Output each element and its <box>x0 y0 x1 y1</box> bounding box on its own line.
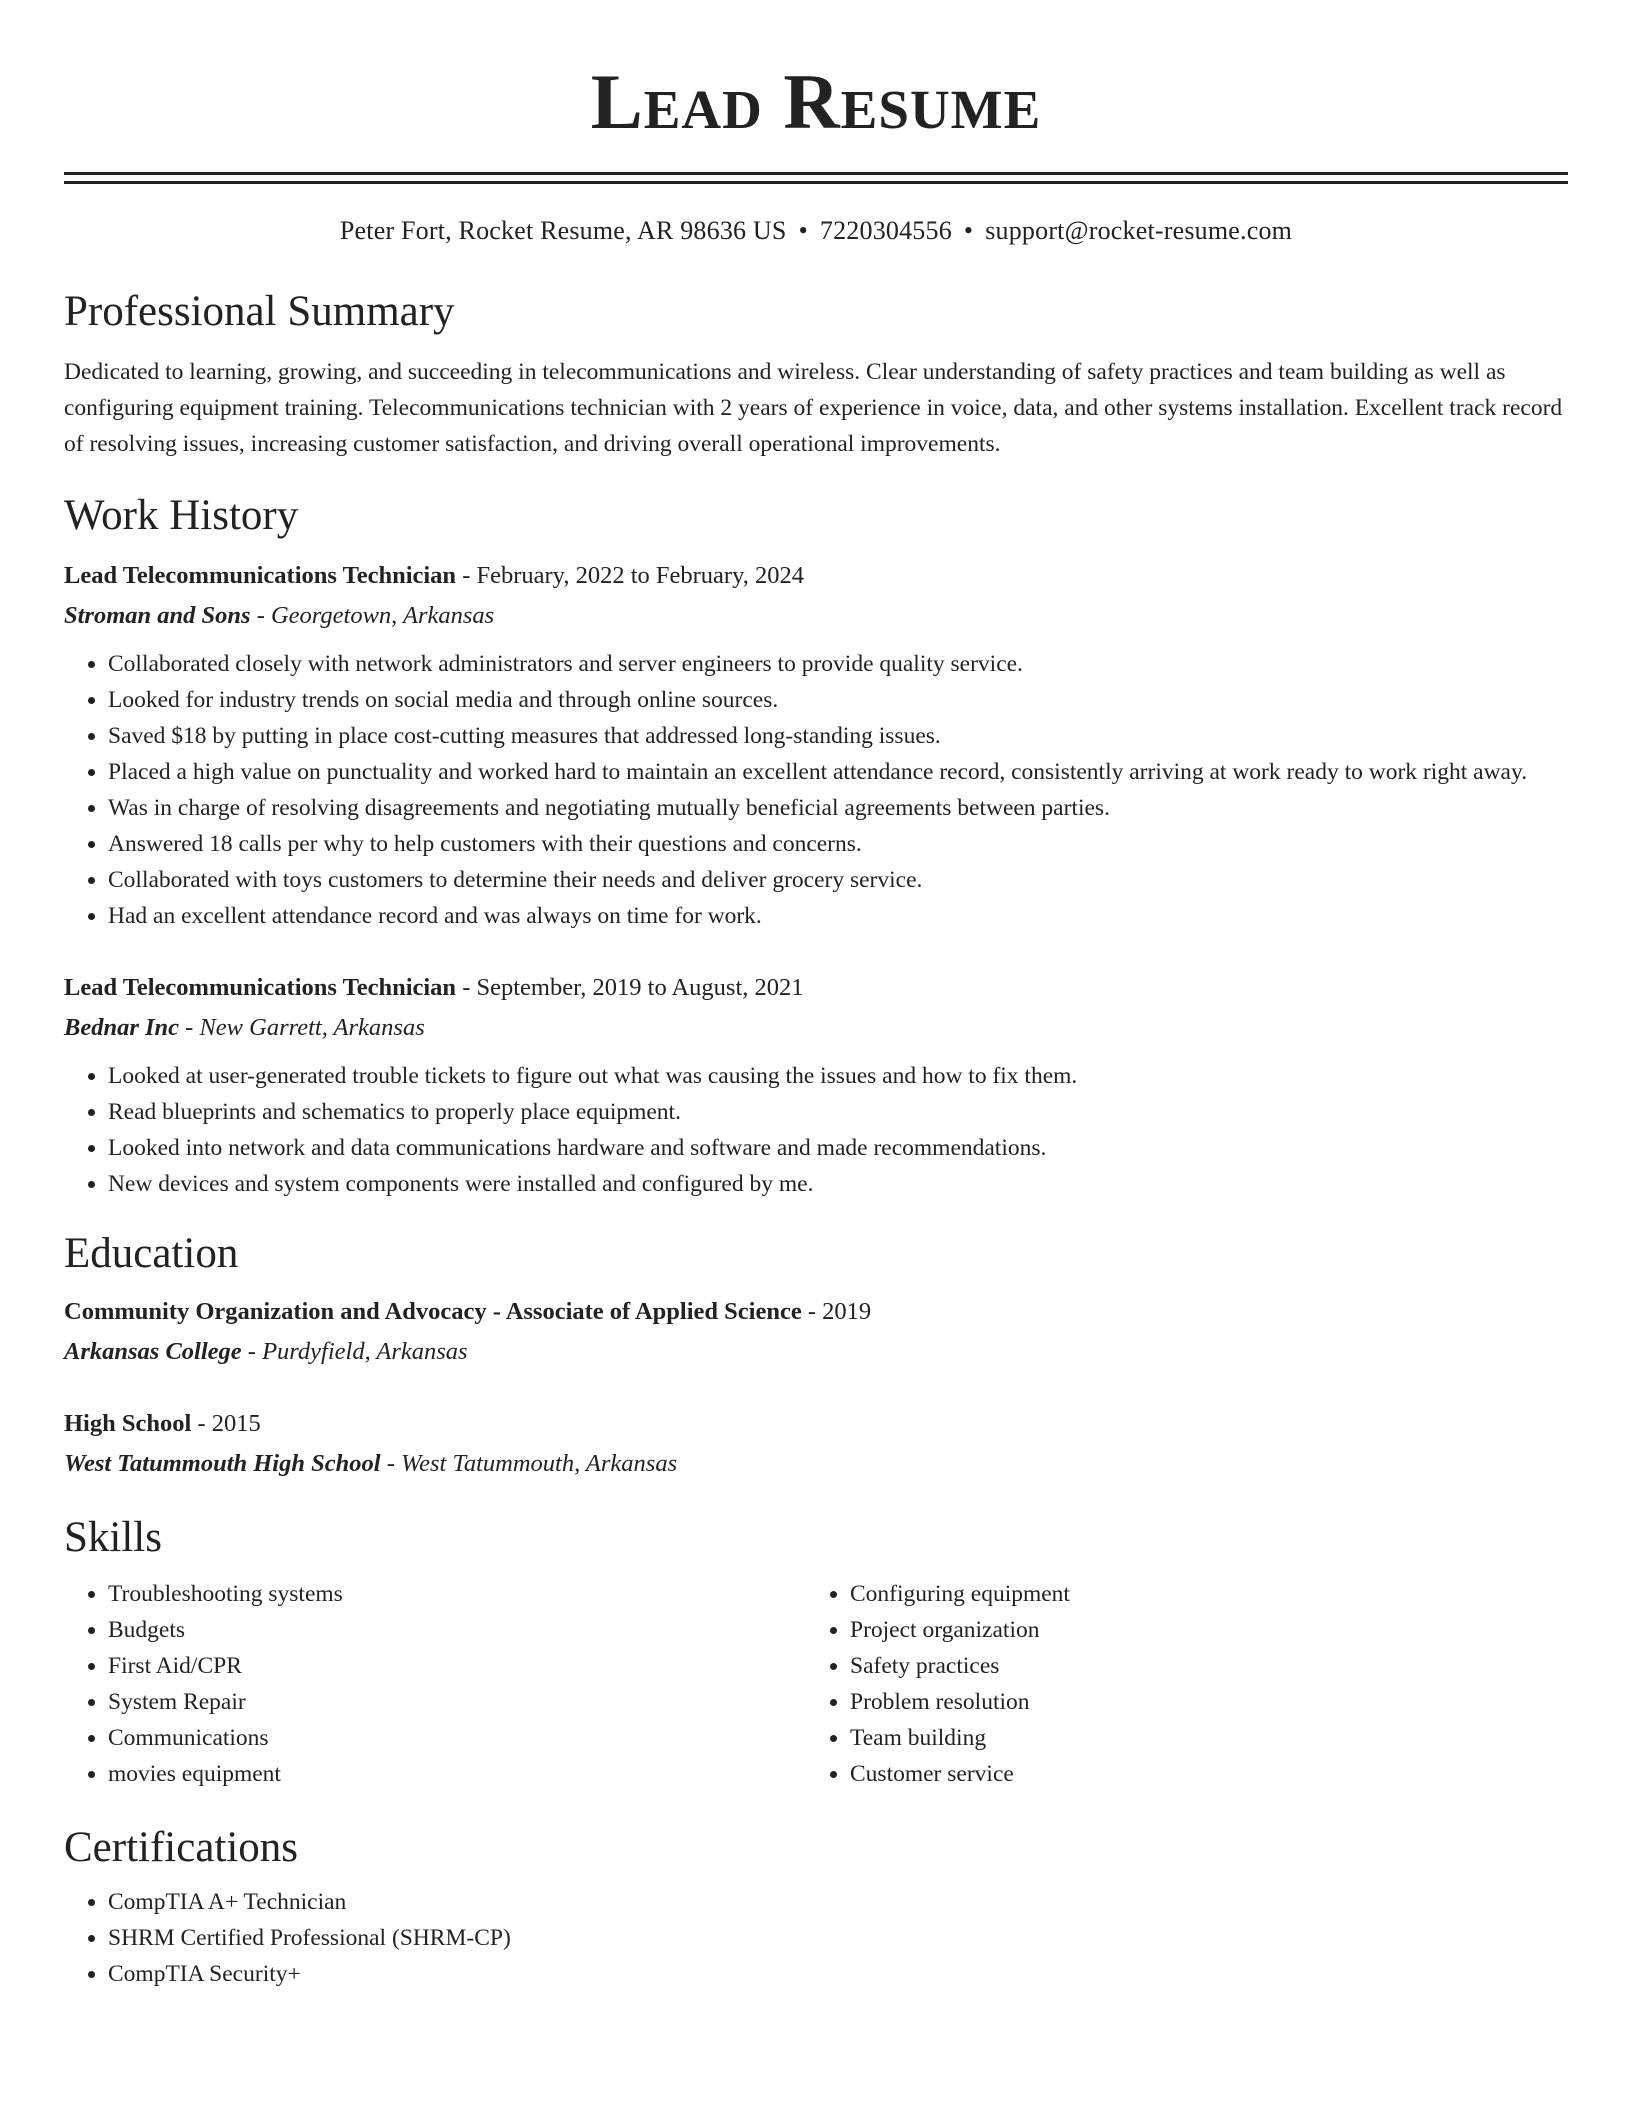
job-title: Lead Telecommunications Technician <box>64 974 457 1001</box>
education-entry <box>64 1404 1568 1484</box>
contact-separator: • <box>963 216 974 245</box>
skill-item: • Project organization <box>850 1612 1548 1648</box>
education-year: - 2015 <box>191 1410 261 1437</box>
job-bullet: • Looked for industry trends on social media and through online sources. <box>108 682 1568 718</box>
job-title-line <box>64 556 1568 596</box>
contact-separator: • <box>798 216 808 245</box>
job-bullet: • Had an excellent attendance record and was always on time for work. <box>108 898 1568 934</box>
education-degree-line <box>64 1292 1568 1332</box>
job-dates: - February, 2022 to February, 2024 <box>456 562 804 589</box>
education-heading: Education <box>64 1230 239 1277</box>
job-bullet: • Read blueprints and schematics to properly place equipment. <box>108 1094 1568 1130</box>
skill-item: • Problem resolution <box>850 1684 1548 1720</box>
job-bullet: • Collaborated with toys customers to determine their needs and deliver grocery service. <box>108 862 1568 898</box>
job-company-line <box>64 1008 1568 1048</box>
job-entry <box>64 556 1568 934</box>
job-company: Bednar Inc <box>64 1014 180 1041</box>
contact-phone: 7220304556 <box>819 216 952 245</box>
work-history-heading: Work History <box>64 492 299 539</box>
job-bullet: • Collaborated closely with network administrators and server engineers to provide quality service. <box>108 646 1568 682</box>
education-location: - Purdyfield, Arkansas <box>241 1338 468 1365</box>
contact-address: Peter Fort, Rocket Resume, AR 98636 US <box>339 216 787 245</box>
skill-item: • Configuring equipment <box>850 1576 1548 1612</box>
skill-item: • movies equipment <box>108 1756 806 1792</box>
job-title-line <box>64 968 1568 1008</box>
job-bullet: • Saved $18 by putting in place cost-cutting measures that addressed long-standing issues. <box>108 718 1568 754</box>
education-school: West Tatummouth High School <box>64 1450 381 1477</box>
skills-grid <box>64 1576 1568 1792</box>
title-double-rule <box>64 172 1568 184</box>
education-entry <box>64 1292 1568 1372</box>
job-company-line <box>64 596 1568 636</box>
skill-item: • Budgets <box>108 1612 806 1648</box>
certification-item: • CompTIA A+ Technician <box>108 1884 1568 1920</box>
education-year: - 2019 <box>801 1298 872 1325</box>
skill-item: • Safety practices <box>850 1648 1548 1684</box>
certification-item: • CompTIA Security+ <box>108 1956 1568 1992</box>
job-title: Lead Telecommunications Technician <box>64 562 457 589</box>
resume-title: Lead Resume <box>590 58 1042 145</box>
job-bullet-list <box>64 646 1568 934</box>
certifications-list <box>64 1884 1568 1992</box>
summary-text: Dedicated to learning, growing, and succeeding in telecommunications and wireless. Clear understanding of safety practices and team building as well as configuring equipment training. Telecommunications technician with 2 years of experience in voice, data, and other systems installation. Excellent track record of resolving issues, increasing customer satisfaction, and driving overall operational improvements. <box>64 359 1563 457</box>
education-school-line <box>64 1332 1568 1372</box>
skill-item: • Troubleshooting systems <box>108 1576 806 1612</box>
skill-item: • First Aid/CPR <box>108 1648 806 1684</box>
education-location: - West Tatummouth, Arkansas <box>380 1450 678 1477</box>
contact-line <box>64 214 1568 248</box>
skill-item: • Team building <box>850 1720 1548 1756</box>
education-degree-line <box>64 1404 1568 1444</box>
job-bullet: • Was in charge of resolving disagreements and negotiating mutually beneficial agreements between parties. <box>108 790 1568 826</box>
job-bullet-list <box>64 1058 1568 1202</box>
job-entry <box>64 968 1568 1202</box>
education-degree: High School <box>64 1410 192 1437</box>
job-location: - Georgetown, Arkansas <box>250 602 495 629</box>
skill-item: • Communications <box>108 1720 806 1756</box>
education-school-line <box>64 1444 1568 1484</box>
skill-item: • Customer service <box>850 1756 1548 1792</box>
summary-heading: Professional Summary <box>64 288 455 335</box>
job-company: Stroman and Sons <box>64 602 251 629</box>
certification-item: • SHRM Certified Professional (SHRM-CP) <box>108 1920 1568 1956</box>
job-dates: - September, 2019 to August, 2021 <box>456 974 804 1001</box>
skills-list-right <box>806 1576 1548 1792</box>
education-school: Arkansas College <box>64 1338 242 1365</box>
job-bullet: • Looked at user-generated trouble tickets to figure out what was causing the issues and how to fix them. <box>108 1058 1568 1094</box>
job-bullet: • New devices and system components were installed and configured by me. <box>108 1166 1568 1202</box>
skills-list-left <box>64 1576 806 1792</box>
certifications-heading: Certifications <box>64 1824 299 1871</box>
skills-heading: Skills <box>64 1514 162 1561</box>
job-bullet: • Looked into network and data communications hardware and software and made recommendations. <box>108 1130 1568 1166</box>
skill-item: • System Repair <box>108 1684 806 1720</box>
education-degree: Community Organization and Advocacy - Associate of Applied Science <box>64 1298 802 1325</box>
contact-email: support@rocket-resume.com <box>985 216 1293 245</box>
job-location: - New Garrett, Arkansas <box>179 1014 425 1041</box>
job-bullet: • Placed a high value on punctuality and worked hard to maintain an excellent attendance record, consistently arriving at work ready to work right away. <box>108 754 1568 790</box>
job-bullet: • Answered 18 calls per why to help customers with their questions and concerns. <box>108 826 1568 862</box>
